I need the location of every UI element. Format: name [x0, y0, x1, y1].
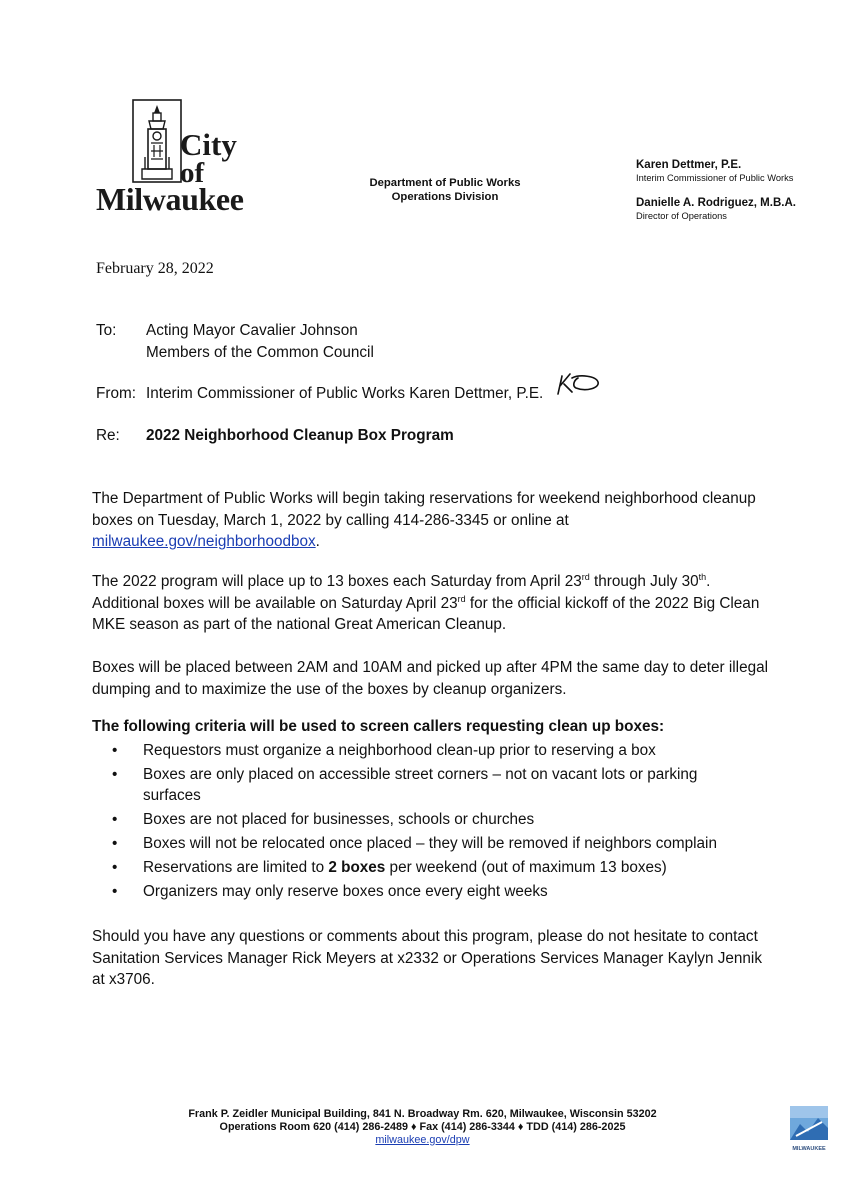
p2-part-d: for the official kickoff of the 2022 Big Clean MKE season as part of the national Great American Cleanup.	[92, 594, 760, 633]
to-label: To:	[96, 322, 117, 339]
bullet: •	[112, 742, 118, 759]
paragraph-reservations	[92, 488, 772, 553]
handwritten-initials	[556, 370, 602, 398]
footer-logo-text: MILWAUKEE	[792, 1146, 826, 1152]
criteria-item	[112, 809, 752, 830]
logo-word-milwaukee: Milwaukee	[96, 181, 244, 217]
from-field	[96, 383, 543, 405]
department-heading	[340, 176, 550, 204]
city-hall-tower-icon	[132, 99, 182, 183]
paragraph-reservations-end: .	[315, 533, 320, 550]
p2-part-c: . Additional boxes will be available on Saturday April 23	[92, 573, 711, 612]
division-name: Operations Division	[391, 191, 499, 203]
neighborhoodbox-link[interactable]: milwaukee.gov/neighborhoodbox	[92, 533, 316, 550]
p2-sup-3: rd	[457, 593, 466, 604]
criteria-text: Requestors must organize a neighborhood clean-up prior to reserving a box	[143, 742, 656, 759]
to-recipient-1: Acting Mayor Cavalier Johnson	[146, 322, 358, 339]
logo-word-city: City	[180, 127, 237, 162]
official-title-1: Interim Commissioner of Public Works	[636, 173, 794, 183]
officials-block	[636, 158, 836, 234]
criteria-text-bold: 2 boxes	[328, 859, 386, 876]
footer-line-1: Frank P. Zeidler Municipal Building, 841 N. Broadway Rm. 620, Milwaukee, Wisconsin 53202	[188, 1108, 657, 1120]
bullet: •	[112, 883, 118, 900]
official-name-2: Danielle A. Rodriguez, M.B.A.	[636, 197, 796, 209]
from-label: From:	[96, 385, 136, 402]
paragraph-reservations-text: The Department of Public Works will begin taking reservations for weekend neighborhood cleanup boxes on Tuesday, March 1, 2022 by calling 414-286-3345 or online at	[92, 490, 756, 529]
criteria-text: Boxes will not be relocated once placed – they will be removed if neighbors complain	[143, 835, 717, 852]
criteria-heading: The following criteria will be used to screen callers requesting clean up boxes:	[92, 718, 665, 735]
criteria-text: Boxes are not placed for businesses, schools or churches	[143, 811, 535, 828]
milwaukee-city-logo-icon	[786, 1106, 832, 1154]
criteria-text: Boxes are only placed on accessible street corners – not on vacant lots or parking surfaces	[143, 766, 698, 804]
to-recipient-2: Members of the Common Council	[146, 344, 374, 361]
criteria-item	[112, 881, 752, 902]
criteria-item	[112, 740, 752, 761]
paragraph-placement-times: Boxes will be placed between 2AM and 10AM and picked up after 4PM the same day to deter illegal dumping and to maximize the use of the boxes by cleanup organizers.	[92, 659, 769, 698]
bullet: •	[112, 811, 118, 828]
footer-dpw-link[interactable]: milwaukee.gov/dpw	[375, 1134, 470, 1146]
footer-line-2: Operations Room 620 (414) 286-2489 ♦ Fax (414) 286-3344 ♦ TDD (414) 286-2025	[219, 1121, 626, 1133]
official-name-1: Karen Dettmer, P.E.	[636, 159, 742, 171]
re-subject: 2022 Neighborhood Cleanup Box Program	[146, 427, 454, 444]
paragraph-program-dates	[92, 571, 772, 636]
city-of-milwaukee-logo	[96, 97, 256, 217]
criteria-item	[112, 833, 752, 854]
p2-sup-1: rd	[581, 571, 590, 582]
re-field	[96, 425, 454, 447]
bullet: •	[112, 835, 118, 852]
criteria-list	[112, 740, 752, 905]
logo-word-of: of	[180, 157, 205, 189]
re-label: Re:	[96, 427, 120, 444]
criteria-text-a: Reservations are limited to	[143, 859, 329, 876]
from-value: Interim Commissioner of Public Works Karen Dettmer, P.E.	[146, 385, 544, 402]
letter-date: February 28, 2022	[96, 260, 214, 277]
to-field	[96, 320, 358, 342]
paragraph-contact: Should you have any questions or comments about this program, please do not hesitate to contact Sanitation Services Manager Rick Meyers at x2332 or Operations Services Manager Kaylyn Jennik at x3706.	[92, 928, 762, 988]
p2-part-a: The 2022 program will place up to 13 boxes each Saturday from April 23	[92, 573, 582, 590]
criteria-text-b: per weekend (out of maximum 13 boxes)	[385, 859, 667, 876]
department-name: Department of Public Works	[369, 177, 521, 189]
p2-sup-2: th	[698, 571, 707, 582]
bullet: •	[112, 859, 118, 876]
bullet: •	[112, 766, 118, 783]
footer-address	[150, 1108, 695, 1147]
criteria-item	[112, 857, 752, 878]
criteria-text: Organizers may only reserve boxes once every eight weeks	[143, 883, 548, 900]
p2-part-b: through July 30	[589, 573, 699, 590]
criteria-item	[112, 764, 752, 806]
official-title-2: Director of Operations	[636, 211, 727, 221]
